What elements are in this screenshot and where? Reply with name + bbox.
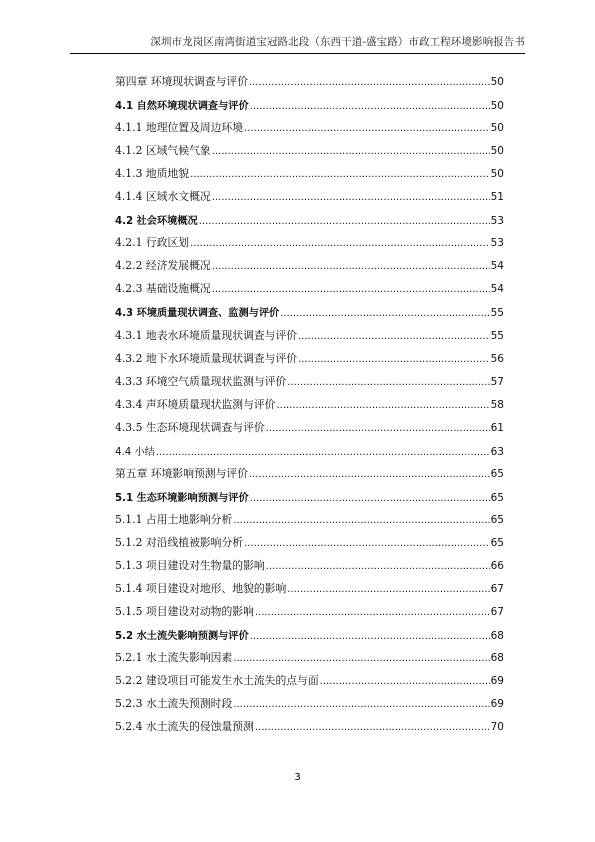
toc-entry-page: 65 bbox=[490, 513, 504, 526]
toc-entry-page: 50 bbox=[490, 122, 504, 135]
toc-entry-title: 4.2.3 基础设施概况 bbox=[115, 282, 211, 296]
toc-entry[interactable] bbox=[115, 466, 504, 489]
toc-entry-title: 5.2.4 水土流失的侵蚀量预测 bbox=[115, 720, 254, 734]
toc-entry-page: 50 bbox=[490, 145, 504, 158]
toc-entry[interactable] bbox=[115, 443, 504, 466]
toc-entry-page: 67 bbox=[490, 606, 504, 619]
toc-entry[interactable] bbox=[115, 328, 504, 351]
toc-entry-page: 61 bbox=[490, 421, 504, 434]
toc-entry[interactable] bbox=[115, 489, 504, 512]
toc-entry-page: 65 bbox=[490, 491, 504, 504]
toc-entry-title: 5.2 水土流失影响预测与评价 bbox=[115, 631, 249, 643]
toc-entry[interactable] bbox=[115, 304, 504, 327]
toc-entry-page: 65 bbox=[490, 467, 504, 480]
toc-entry-page: 54 bbox=[490, 283, 504, 296]
toc-leader-dots bbox=[156, 447, 490, 458]
toc-leader-dots bbox=[287, 584, 489, 595]
toc-entry[interactable] bbox=[115, 166, 504, 189]
toc-entry-title: 5.1.1 占用土地影响分析 bbox=[115, 512, 233, 526]
toc-leader-dots bbox=[249, 469, 490, 480]
page-number: 3 bbox=[294, 772, 301, 783]
toc-leader-dots bbox=[190, 238, 490, 249]
toc-entry[interactable] bbox=[115, 558, 504, 581]
toc-entry[interactable] bbox=[115, 74, 504, 97]
running-header: 深圳市龙岗区南湾街道宝冠路北段（东西干道-盛宝路）市政工程环境影响报告书 bbox=[70, 34, 525, 54]
toc-leader-dots bbox=[298, 331, 490, 342]
toc-entry-title: 4.2.2 经济发展概况 bbox=[115, 259, 211, 273]
toc-entry-title: 4.3 环境质量现状调查、监测与评价 bbox=[115, 308, 280, 320]
toc-entry-title: 4.1 自然环境现状调查与评价 bbox=[115, 101, 249, 113]
toc-entry-page: 69 bbox=[490, 698, 504, 711]
toc-entry[interactable] bbox=[115, 696, 504, 719]
toc-entry-page: 67 bbox=[490, 583, 504, 596]
toc-entry-page: 58 bbox=[490, 398, 504, 411]
toc-entry-title: 第四章 环境现状调查与评价 bbox=[115, 75, 248, 88]
table-of-contents bbox=[115, 74, 504, 742]
toc-entry[interactable] bbox=[115, 189, 504, 212]
toc-entry-title: 4.1.2 区域气候气象 bbox=[115, 144, 211, 158]
toc-entry[interactable] bbox=[115, 235, 504, 258]
toc-entry[interactable] bbox=[115, 535, 504, 558]
toc-entry-title: 5.2.2 建设项目可能发生水土流失的点与面 bbox=[115, 674, 319, 688]
toc-leader-dots bbox=[298, 354, 490, 365]
toc-leader-dots bbox=[233, 699, 489, 710]
toc-entry[interactable] bbox=[115, 673, 504, 696]
toc-leader-dots bbox=[280, 308, 489, 319]
toc-entry[interactable] bbox=[115, 120, 504, 143]
toc-entry-page: 50 bbox=[490, 100, 504, 113]
toc-entry[interactable] bbox=[115, 351, 504, 374]
toc-leader-dots bbox=[212, 284, 490, 295]
toc-entry-title: 4.3.3 环境空气质量现状监测与评价 bbox=[115, 374, 287, 388]
toc-leader-dots bbox=[266, 423, 490, 434]
toc-entry[interactable] bbox=[115, 719, 504, 742]
toc-entry-page: 53 bbox=[490, 215, 504, 228]
toc-entry[interactable] bbox=[115, 581, 504, 604]
toc-entry-page: 68 bbox=[490, 652, 504, 665]
toc-entry-page: 50 bbox=[490, 168, 504, 181]
toc-entry-page: 55 bbox=[490, 329, 504, 342]
toc-entry-title: 4.2 社会环境概况 bbox=[115, 216, 198, 228]
toc-entry-title: 5.1.4 项目建设对地形、地貌的影响 bbox=[115, 582, 287, 596]
toc-entry-title: 4.3.4 声环境质量现状监测与评价 bbox=[115, 397, 276, 411]
toc-entry-title: 4.3.2 地下水环境质量现状调查与评价 bbox=[115, 351, 298, 365]
toc-leader-dots bbox=[250, 101, 490, 112]
toc-entry-page: 55 bbox=[490, 307, 504, 320]
toc-entry-page: 50 bbox=[490, 76, 504, 88]
toc-leader-dots bbox=[233, 515, 489, 526]
toc-leader-dots bbox=[255, 607, 490, 618]
toc-leader-dots bbox=[212, 146, 490, 157]
toc-entry[interactable] bbox=[115, 281, 504, 304]
toc-entry-title: 4.3.5 生态环境现状调查与评价 bbox=[115, 420, 265, 434]
toc-entry-title: 5.1 生态环境影响预测与评价 bbox=[115, 492, 249, 504]
toc-entry-page: 53 bbox=[490, 237, 504, 250]
toc-entry[interactable] bbox=[115, 650, 504, 673]
toc-entry-page: 65 bbox=[490, 536, 504, 549]
toc-leader-dots bbox=[212, 192, 490, 203]
toc-entry[interactable] bbox=[115, 397, 504, 420]
toc-entry-page: 68 bbox=[490, 630, 504, 643]
toc-leader-dots bbox=[244, 538, 490, 549]
toc-leader-dots bbox=[255, 722, 490, 733]
toc-leader-dots bbox=[250, 493, 490, 504]
toc-leader-dots bbox=[320, 676, 490, 687]
toc-entry-title: 4.3.1 地表水环境质量现状调查与评价 bbox=[115, 328, 298, 342]
toc-entry-title: 5.2.1 水土流失影响因素 bbox=[115, 651, 233, 665]
toc-entry-title: 4.4 小结 bbox=[115, 446, 155, 458]
toc-leader-dots bbox=[244, 123, 490, 134]
toc-entry-page: 57 bbox=[490, 375, 504, 388]
toc-entry-title: 4.1.3 地质地貌 bbox=[115, 167, 190, 181]
toc-entry-page: 69 bbox=[490, 675, 504, 688]
toc-entry[interactable] bbox=[115, 604, 504, 627]
toc-entry-title: 5.2.3 水土流失预测时段 bbox=[115, 697, 233, 711]
toc-entry-page: 66 bbox=[490, 559, 504, 572]
toc-entry-title: 4.1.1 地理位置及周边环境 bbox=[115, 121, 244, 135]
toc-leader-dots bbox=[276, 400, 489, 411]
toc-entry-page: 70 bbox=[490, 721, 504, 734]
toc-entry[interactable] bbox=[115, 258, 504, 281]
toc-entry-title: 5.1.2 对沿线植被影响分析 bbox=[115, 535, 244, 549]
toc-leader-dots bbox=[266, 561, 490, 572]
toc-entry-title: 4.2.1 行政区划 bbox=[115, 236, 190, 250]
toc-entry-title: 第五章 环境影响预测与评价 bbox=[115, 466, 248, 480]
toc-entry[interactable] bbox=[115, 212, 504, 235]
toc-entry-page: 51 bbox=[490, 191, 504, 204]
toc-entry-title: 4.1.4 区域水文概况 bbox=[115, 190, 211, 204]
toc-entry[interactable] bbox=[115, 512, 504, 535]
toc-entry-page: 63 bbox=[490, 445, 504, 458]
toc-entry[interactable] bbox=[115, 97, 504, 120]
toc-entry-title: 5.1.5 项目建设对动物的影响 bbox=[115, 605, 254, 619]
toc-leader-dots bbox=[212, 261, 490, 272]
toc-leader-dots bbox=[233, 653, 489, 664]
toc-entry-title: 5.1.3 项目建设对生物量的影响 bbox=[115, 558, 265, 572]
toc-leader-dots bbox=[190, 169, 490, 180]
toc-leader-dots bbox=[287, 377, 489, 388]
toc-entry[interactable] bbox=[115, 374, 504, 397]
toc-leader-dots bbox=[250, 631, 490, 642]
toc-leader-dots bbox=[249, 77, 490, 88]
toc-entry-page: 54 bbox=[490, 260, 504, 273]
toc-leader-dots bbox=[199, 216, 490, 227]
toc-entry[interactable] bbox=[115, 627, 504, 650]
toc-entry[interactable] bbox=[115, 420, 504, 443]
toc-entry-page: 56 bbox=[490, 352, 504, 365]
toc-entry[interactable] bbox=[115, 143, 504, 166]
